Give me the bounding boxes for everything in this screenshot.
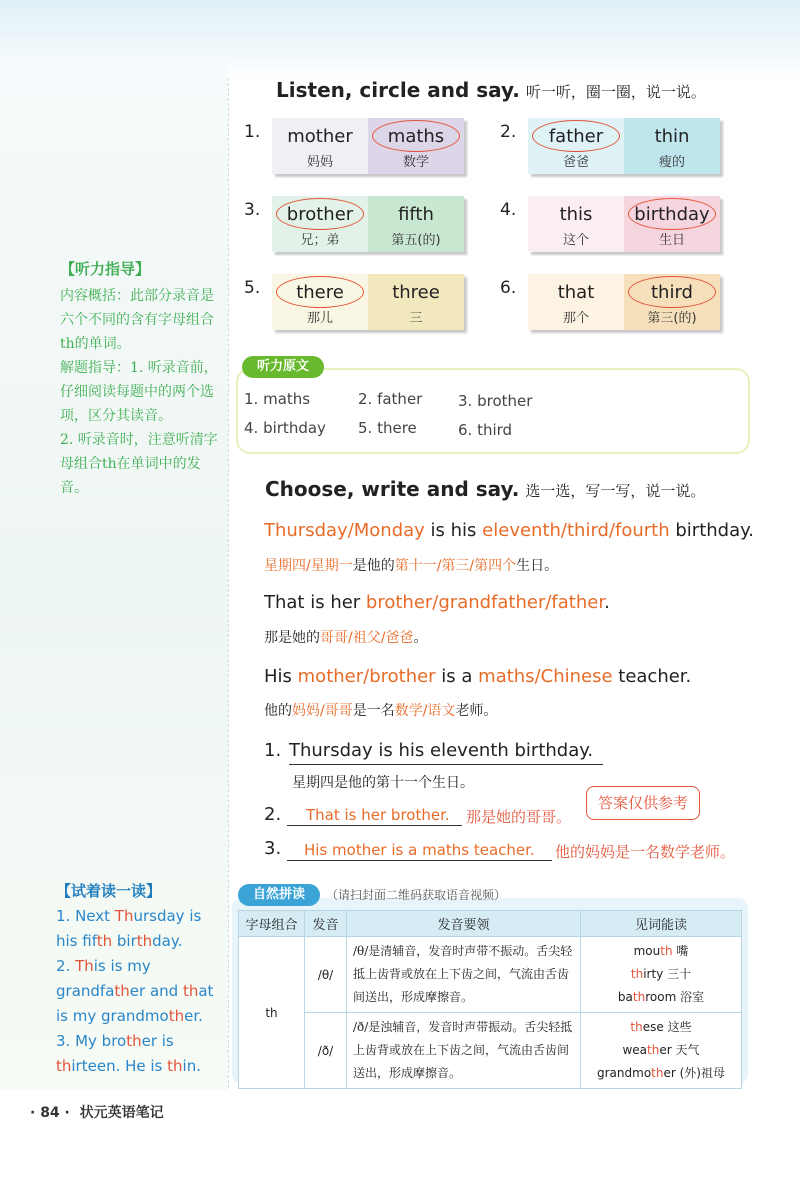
word-option[interactable]: [272, 274, 368, 330]
header-tips: 发音要领: [347, 911, 581, 937]
try-line: [56, 954, 216, 979]
word-en: thin: [654, 126, 690, 147]
try-segment: th: [168, 1007, 185, 1025]
word-option[interactable]: [528, 118, 624, 174]
word-option[interactable]: [528, 274, 624, 330]
try-segment: is my grandmo: [56, 1007, 169, 1025]
word-item: thirty 三十: [630, 967, 692, 981]
word-card: [272, 118, 464, 174]
book-title: 状元英语笔记: [79, 1105, 164, 1121]
phonics-table: [238, 910, 742, 1089]
sentence-2: That is her brother/grandfather/father.: [264, 592, 610, 613]
page-footer: [30, 1102, 164, 1122]
word-zh: 这个: [562, 233, 589, 248]
item-number: 1.: [244, 122, 261, 142]
header-sound: 发音: [305, 911, 347, 937]
script-item: 3. brother: [458, 392, 533, 410]
sound-cell: /ð/: [305, 1013, 347, 1089]
page-number: · 84 ·: [30, 1105, 70, 1121]
script-item: 4. birthday: [244, 419, 326, 437]
answer-line: [287, 860, 552, 861]
word-zh: 那儿: [306, 311, 333, 326]
try-segment: th: [136, 932, 153, 950]
word-en: mother: [287, 126, 353, 147]
answer-circle: [628, 276, 716, 308]
try-line: [56, 1029, 216, 1054]
word-zh: 生日: [658, 233, 685, 248]
word-option[interactable]: [624, 196, 720, 252]
try-segment: er and: [129, 982, 183, 1000]
word-en: maths: [387, 126, 445, 147]
answer-3-number: 3.: [264, 838, 282, 859]
header-words: 见词能读: [581, 911, 742, 937]
word-en: third: [651, 282, 693, 303]
try-segment: th: [96, 932, 113, 950]
try-segment: 2.: [56, 957, 76, 975]
word-option[interactable]: [528, 196, 624, 252]
listening-script-box: [236, 368, 750, 454]
try-segment: his fif: [56, 932, 97, 950]
phonics-tag: 自然拼读: [238, 884, 320, 906]
try-segment: day.: [152, 932, 183, 950]
word-en: father: [548, 126, 604, 147]
try-segment: th: [56, 1057, 72, 1075]
try-title: 【试着读一读】: [56, 882, 162, 900]
script-item: 1. maths: [244, 390, 311, 408]
sentence-3: His mother/brother is a maths/Chinese teacher.: [264, 666, 692, 687]
item-number: 4.: [500, 200, 517, 220]
tip-line: 2. 听录音时，注意听清字母组合th在单词中的发音。: [60, 432, 218, 496]
word-zh: 兄；弟: [300, 233, 340, 248]
word-en: brother: [286, 204, 354, 225]
answer-circle: [276, 198, 364, 230]
answer-3-zh: 他的妈妈是一名数学老师。: [555, 843, 736, 861]
reference-stamp: 答案仅供参考: [586, 786, 700, 820]
answer-2-zh: 那是她的哥哥。: [466, 808, 572, 826]
word-zh: 爸爸: [562, 155, 589, 170]
try-segment: th: [126, 1032, 142, 1050]
word-item: grandmother (外)祖母: [597, 1066, 725, 1080]
answer-2-number: 2.: [264, 804, 282, 825]
word-card: [272, 196, 464, 252]
try-segment: irteen. He is: [71, 1057, 168, 1075]
header-letters: 字母组合: [239, 911, 305, 937]
word-option[interactable]: [368, 274, 464, 330]
word-option[interactable]: [272, 118, 368, 174]
item-number: 2.: [500, 122, 517, 142]
word-card: [528, 118, 720, 174]
word-zh: 第五(的): [391, 233, 441, 248]
word-card: [528, 274, 720, 330]
example-text: Thursday is his eleventh birthday.: [289, 740, 594, 761]
tip-body: [60, 284, 220, 500]
answer-2-text[interactable]: That is her brother.: [306, 806, 450, 824]
try-line: [56, 904, 216, 929]
desc-cell: /θ/是清辅音，发音时声带不振动。舌尖轻抵上齿背或放在上下齿之间，气流由舌齿间送出，形成摩擦音。: [347, 937, 581, 1013]
answer-line: [289, 764, 603, 765]
try-line: [56, 1054, 216, 1079]
letters-cell: th: [239, 937, 305, 1089]
words-cell: [581, 937, 742, 1013]
try-segment: is is my: [93, 957, 151, 975]
sentence-1: Thursday/Monday is his eleventh/third/fourth birthday.: [264, 520, 754, 541]
answer-circle: [372, 120, 460, 152]
word-item: bathroom 浴室: [617, 990, 705, 1004]
try-segment: grandfa: [56, 982, 115, 1000]
word-en: three: [392, 282, 440, 303]
sentence-3-zh: 他的妈妈/哥哥是一名数学/语文老师。: [264, 703, 498, 719]
try-segment: Th: [114, 907, 134, 925]
word-item: weather 天气: [622, 1043, 700, 1057]
word-option[interactable]: [368, 196, 464, 252]
answer-line: [287, 825, 462, 826]
try-segment: at: [198, 982, 214, 1000]
word-item: mouth 嘴: [633, 944, 689, 958]
word-card: [528, 196, 720, 252]
word-en: there: [296, 282, 344, 303]
answer-circle: [628, 198, 716, 230]
try-segment: er is: [141, 1032, 174, 1050]
section2-title: Choose, write and say. 选一选，写一写，说一说。: [265, 477, 706, 501]
try-segment: bir: [112, 932, 137, 950]
try-body: [56, 904, 216, 1079]
word-zh: 第三(的): [647, 311, 697, 326]
listening-script-tag: 听力原文: [242, 356, 324, 378]
item-number: 5.: [244, 278, 261, 298]
word-option[interactable]: [624, 274, 720, 330]
word-zh: 瘦的: [658, 155, 685, 170]
word-zh: 那个: [562, 311, 589, 326]
word-option[interactable]: [368, 118, 464, 174]
answer-circle: [276, 276, 364, 308]
try-segment: ursday is: [133, 907, 202, 925]
table-header-row: [239, 911, 742, 937]
desc-cell: /ð/是浊辅音，发音时声带振动。舌尖轻抵上齿背或放在上下齿之间，气流由舌齿间送出，形成摩擦音。: [347, 1013, 581, 1089]
word-zh: 数学: [402, 155, 429, 170]
tip-title: 【听力指导】: [60, 260, 151, 278]
word-en: fifth: [398, 204, 434, 225]
try-line: [56, 1004, 216, 1029]
words-cell: [581, 1013, 742, 1089]
script-item: 5. there: [358, 419, 417, 437]
try-segment: in.: [182, 1057, 201, 1075]
word-en: this: [559, 204, 593, 225]
try-segment: 3. My bro: [56, 1032, 127, 1050]
try-segment: th: [114, 982, 130, 1000]
tip-line: 解题指导：1. 听录音前，仔细阅读每题中的两个选项，区分其读音。: [60, 360, 218, 424]
word-card: [272, 274, 464, 330]
example-number: 1.: [264, 740, 282, 761]
try-segment: er.: [184, 1007, 203, 1025]
answer-3-text[interactable]: His mother is a maths teacher.: [304, 841, 535, 859]
try-segment: Th: [75, 957, 94, 975]
script-item: 2. father: [358, 390, 423, 408]
word-zh: 妈妈: [306, 155, 333, 170]
tip-line: 内容概括：此部分录音是六个不同的含有字母组合th的单词。: [60, 288, 214, 352]
try-line: [56, 979, 216, 1004]
answer-circle: [532, 120, 620, 152]
try-segment: th: [182, 982, 199, 1000]
word-item: these 这些: [630, 1020, 692, 1034]
try-line: [56, 929, 216, 954]
word-en: that: [557, 282, 595, 303]
divider: [228, 78, 229, 1088]
sentence-2-zh: 那是她的哥哥/祖父/爸爸。: [264, 630, 428, 646]
item-number: 6.: [500, 278, 517, 298]
table-row: [239, 937, 742, 1013]
word-zh: 三: [409, 311, 423, 326]
example-zh: 星期四是他的第十一个生日。: [292, 775, 474, 791]
table-row: [239, 1013, 742, 1089]
word-en: birthday: [634, 204, 710, 225]
phonics-note: （请扫封面二维码获取语音视频）: [326, 888, 507, 902]
sound-cell: /θ/: [305, 937, 347, 1013]
try-segment: th: [167, 1057, 183, 1075]
try-segment: 1. Next: [56, 907, 115, 925]
word-option[interactable]: [272, 196, 368, 252]
section1-title: Listen, circle and say. 听一听，圈一圈，说一说。: [276, 78, 706, 102]
item-number: 3.: [244, 200, 261, 220]
script-item: 6. third: [458, 421, 513, 439]
word-option[interactable]: [624, 118, 720, 174]
sentence-1-zh: 星期四/星期一是他的第十一/第三/第四个生日。: [264, 558, 559, 574]
